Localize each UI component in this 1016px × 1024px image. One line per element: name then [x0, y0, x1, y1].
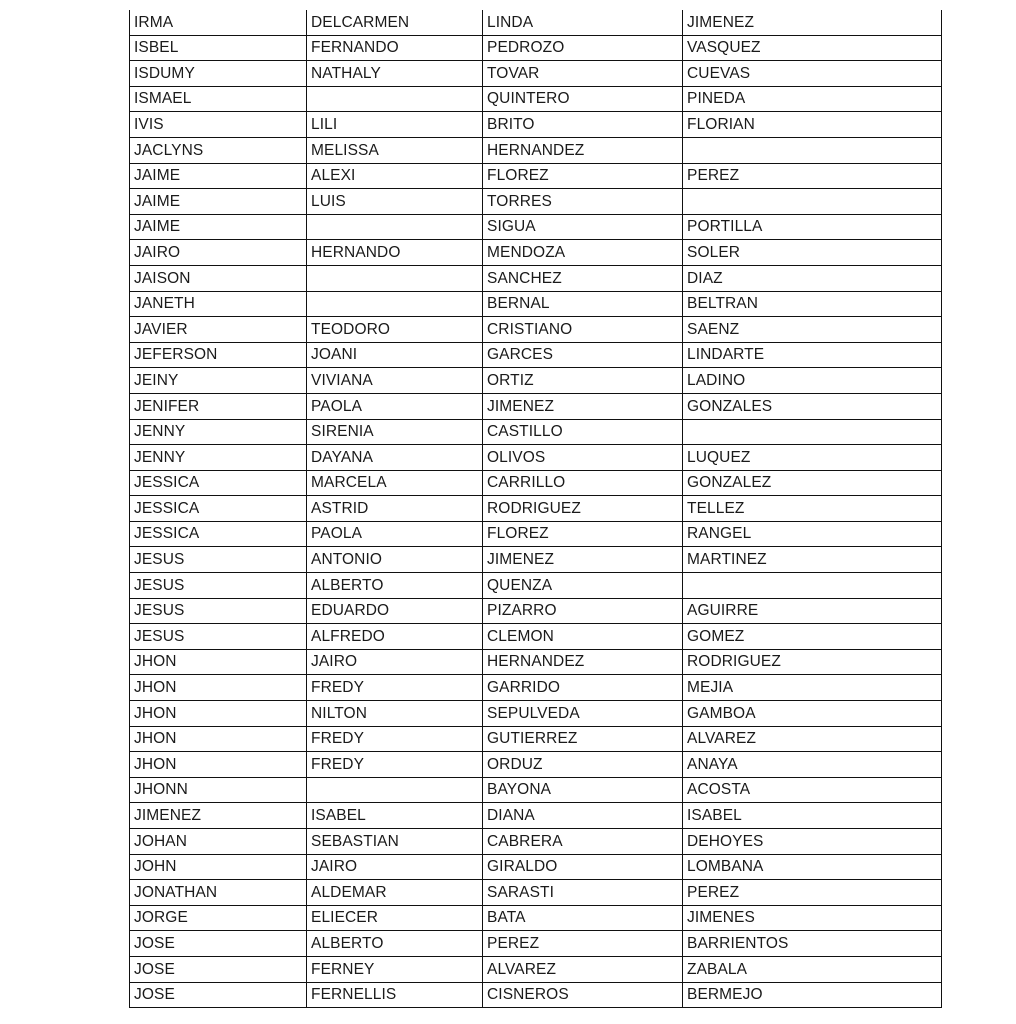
- table-row: [130, 342, 942, 368]
- table-cell: ISMAEL: [130, 86, 307, 112]
- table-cell: IRMA: [130, 10, 307, 35]
- table-row: [130, 137, 942, 163]
- table-cell: GOMEZ: [683, 624, 942, 650]
- table-cell: JIMENEZ: [483, 547, 683, 573]
- table-cell: FERNANDO: [307, 35, 483, 61]
- table-cell: JORGE: [130, 905, 307, 931]
- table-cell: QUINTERO: [483, 86, 683, 112]
- table-cell: ASTRID: [307, 496, 483, 522]
- table-cell: EDUARDO: [307, 598, 483, 624]
- table-cell: JAIRO: [307, 649, 483, 675]
- table-cell: ALVAREZ: [683, 726, 942, 752]
- table-cell: NILTON: [307, 701, 483, 727]
- table-row: [130, 214, 942, 240]
- table-row: [130, 598, 942, 624]
- table-row: [130, 880, 942, 906]
- table-cell: JIMENEZ: [130, 803, 307, 829]
- table-cell: PIZARRO: [483, 598, 683, 624]
- table-cell: ALBERTO: [307, 573, 483, 599]
- table-cell: BELTRAN: [683, 291, 942, 317]
- table-cell: RODRIGUEZ: [683, 649, 942, 675]
- table-cell: ACOSTA: [683, 777, 942, 803]
- table-cell: CARRILLO: [483, 470, 683, 496]
- table-cell: SAENZ: [683, 317, 942, 343]
- table-cell: MELISSA: [307, 137, 483, 163]
- table-cell: SANCHEZ: [483, 265, 683, 291]
- table-row: [130, 112, 942, 138]
- table-cell: BERMEJO: [683, 982, 942, 1008]
- table-row: [130, 956, 942, 982]
- table-cell: JOSE: [130, 956, 307, 982]
- table-cell: [307, 265, 483, 291]
- table-cell: TEODORO: [307, 317, 483, 343]
- table-cell: DIANA: [483, 803, 683, 829]
- table-cell: JHON: [130, 701, 307, 727]
- table-cell: GONZALES: [683, 393, 942, 419]
- table-cell: VASQUEZ: [683, 35, 942, 61]
- table-cell: JIMENEZ: [483, 393, 683, 419]
- table-row: [130, 61, 942, 87]
- table-row: [130, 445, 942, 471]
- table-cell: ZABALA: [683, 956, 942, 982]
- table-cell: MARCELA: [307, 470, 483, 496]
- table-cell: MARTINEZ: [683, 547, 942, 573]
- table-cell: PEDROZO: [483, 35, 683, 61]
- table-cell: JHON: [130, 726, 307, 752]
- table-cell: [307, 777, 483, 803]
- table-cell: FREDY: [307, 752, 483, 778]
- table-row: [130, 573, 942, 599]
- table-cell: SEBASTIAN: [307, 829, 483, 855]
- table-cell: CASTILLO: [483, 419, 683, 445]
- table-row: [130, 803, 942, 829]
- table-cell: ISABEL: [307, 803, 483, 829]
- table-cell: [307, 86, 483, 112]
- table-row: [130, 189, 942, 215]
- table-cell: LUQUEZ: [683, 445, 942, 471]
- table-cell: GONZALEZ: [683, 470, 942, 496]
- table-row: [130, 419, 942, 445]
- table-cell: JIMENES: [683, 905, 942, 931]
- table-row: [130, 982, 942, 1008]
- table-cell: [307, 214, 483, 240]
- table-cell: ISDUMY: [130, 61, 307, 87]
- table-cell: JESUS: [130, 547, 307, 573]
- table-row: [130, 726, 942, 752]
- table-row: [130, 393, 942, 419]
- table-cell: JAIRO: [130, 240, 307, 266]
- table-cell: ISABEL: [683, 803, 942, 829]
- table-cell: MEJIA: [683, 675, 942, 701]
- table-cell: DELCARMEN: [307, 10, 483, 35]
- table-cell: DAYANA: [307, 445, 483, 471]
- table-cell: JAIRO: [307, 854, 483, 880]
- table-cell: HERNANDO: [307, 240, 483, 266]
- table-cell: ORTIZ: [483, 368, 683, 394]
- table-cell: LILI: [307, 112, 483, 138]
- table-cell: GAMBOA: [683, 701, 942, 727]
- table-cell: OLIVOS: [483, 445, 683, 471]
- table-cell: JAIME: [130, 189, 307, 215]
- table-cell: JOSE: [130, 982, 307, 1008]
- table-row: [130, 829, 942, 855]
- table-cell: AGUIRRE: [683, 598, 942, 624]
- table-cell: ORDUZ: [483, 752, 683, 778]
- names-table: [129, 10, 942, 1008]
- table-row: [130, 163, 942, 189]
- table-row: [130, 10, 942, 35]
- table-row: [130, 649, 942, 675]
- table-cell: LOMBANA: [683, 854, 942, 880]
- table-cell: JESSICA: [130, 496, 307, 522]
- table-cell: RODRIGUEZ: [483, 496, 683, 522]
- table-cell: SIRENIA: [307, 419, 483, 445]
- table-cell: QUENZA: [483, 573, 683, 599]
- table-cell: LINDA: [483, 10, 683, 35]
- table-cell: CABRERA: [483, 829, 683, 855]
- table-cell: JEINY: [130, 368, 307, 394]
- table-cell: JENNY: [130, 445, 307, 471]
- table-cell: JHONN: [130, 777, 307, 803]
- table-cell: JESSICA: [130, 521, 307, 547]
- table-cell: JESUS: [130, 624, 307, 650]
- table-cell: [683, 419, 942, 445]
- table-row: [130, 905, 942, 931]
- table-cell: HERNANDEZ: [483, 137, 683, 163]
- table-cell: FLOREZ: [483, 521, 683, 547]
- table-cell: JOHN: [130, 854, 307, 880]
- table-row: [130, 777, 942, 803]
- table-cell: SEPULVEDA: [483, 701, 683, 727]
- table-cell: CLEMON: [483, 624, 683, 650]
- table-cell: ALBERTO: [307, 931, 483, 957]
- table-cell: JAIME: [130, 214, 307, 240]
- table-cell: TOVAR: [483, 61, 683, 87]
- table-row: [130, 854, 942, 880]
- table-cell: JOANI: [307, 342, 483, 368]
- table-cell: ALFREDO: [307, 624, 483, 650]
- table-cell: ALEXI: [307, 163, 483, 189]
- table-cell: DIAZ: [683, 265, 942, 291]
- table-cell: [683, 573, 942, 599]
- table-cell: PAOLA: [307, 521, 483, 547]
- table-cell: VIVIANA: [307, 368, 483, 394]
- table-cell: JAISON: [130, 265, 307, 291]
- table-cell: LINDARTE: [683, 342, 942, 368]
- table-cell: [307, 291, 483, 317]
- table-cell: BERNAL: [483, 291, 683, 317]
- table-cell: JHON: [130, 675, 307, 701]
- table-row: [130, 675, 942, 701]
- table-cell: FERNEY: [307, 956, 483, 982]
- table-cell: BAYONA: [483, 777, 683, 803]
- table-cell: BRITO: [483, 112, 683, 138]
- table-cell: PEREZ: [483, 931, 683, 957]
- table-row: [130, 496, 942, 522]
- table-cell: JHON: [130, 752, 307, 778]
- table-row: [130, 624, 942, 650]
- table-cell: TELLEZ: [683, 496, 942, 522]
- table-cell: ELIECER: [307, 905, 483, 931]
- table-cell: [683, 137, 942, 163]
- table-cell: PEREZ: [683, 163, 942, 189]
- table-cell: RANGEL: [683, 521, 942, 547]
- table-cell: BATA: [483, 905, 683, 931]
- table-cell: JENNY: [130, 419, 307, 445]
- table-row: [130, 470, 942, 496]
- table-cell: JESSICA: [130, 470, 307, 496]
- table-cell: JENIFER: [130, 393, 307, 419]
- table-cell: JACLYNS: [130, 137, 307, 163]
- table-row: [130, 240, 942, 266]
- table-row: [130, 265, 942, 291]
- table-cell: ANAYA: [683, 752, 942, 778]
- table-cell: JAIME: [130, 163, 307, 189]
- table-row: [130, 701, 942, 727]
- table-cell: JAVIER: [130, 317, 307, 343]
- table-cell: ALVAREZ: [483, 956, 683, 982]
- table-cell: PINEDA: [683, 86, 942, 112]
- table-cell: SOLER: [683, 240, 942, 266]
- table-cell: ANTONIO: [307, 547, 483, 573]
- table-row: [130, 368, 942, 394]
- table-cell: PEREZ: [683, 880, 942, 906]
- table-cell: JOSE: [130, 931, 307, 957]
- table-cell: CISNEROS: [483, 982, 683, 1008]
- table-cell: BARRIENTOS: [683, 931, 942, 957]
- table-cell: JIMENEZ: [683, 10, 942, 35]
- table-cell: JANETH: [130, 291, 307, 317]
- table-cell: TORRES: [483, 189, 683, 215]
- table-cell: GIRALDO: [483, 854, 683, 880]
- table-cell: MENDOZA: [483, 240, 683, 266]
- table-cell: ISBEL: [130, 35, 307, 61]
- table-row: [130, 291, 942, 317]
- table-cell: NATHALY: [307, 61, 483, 87]
- table-cell: FREDY: [307, 726, 483, 752]
- table-cell: CUEVAS: [683, 61, 942, 87]
- table-cell: LUIS: [307, 189, 483, 215]
- table-cell: LADINO: [683, 368, 942, 394]
- table-row: [130, 547, 942, 573]
- table-cell: FLORIAN: [683, 112, 942, 138]
- table-cell: SIGUA: [483, 214, 683, 240]
- table-cell: ALDEMAR: [307, 880, 483, 906]
- table-cell: PAOLA: [307, 393, 483, 419]
- table-cell: FERNELLIS: [307, 982, 483, 1008]
- table-cell: FLOREZ: [483, 163, 683, 189]
- table-row: [130, 317, 942, 343]
- table-cell: JONATHAN: [130, 880, 307, 906]
- table-row: [130, 931, 942, 957]
- table-cell: CRISTIANO: [483, 317, 683, 343]
- names-sheet: [129, 10, 941, 1008]
- table-cell: JOHAN: [130, 829, 307, 855]
- table-cell: DEHOYES: [683, 829, 942, 855]
- table-row: [130, 521, 942, 547]
- table-cell: GUTIERREZ: [483, 726, 683, 752]
- table-cell: JHON: [130, 649, 307, 675]
- names-table-body: [130, 10, 942, 1008]
- table-cell: PORTILLA: [683, 214, 942, 240]
- table-row: [130, 752, 942, 778]
- table-cell: GARCES: [483, 342, 683, 368]
- table-cell: HERNANDEZ: [483, 649, 683, 675]
- table-row: [130, 35, 942, 61]
- table-row: [130, 86, 942, 112]
- table-cell: JESUS: [130, 573, 307, 599]
- table-cell: IVIS: [130, 112, 307, 138]
- table-cell: GARRIDO: [483, 675, 683, 701]
- table-cell: FREDY: [307, 675, 483, 701]
- table-cell: JEFERSON: [130, 342, 307, 368]
- table-cell: SARASTI: [483, 880, 683, 906]
- table-cell: [683, 189, 942, 215]
- table-cell: JESUS: [130, 598, 307, 624]
